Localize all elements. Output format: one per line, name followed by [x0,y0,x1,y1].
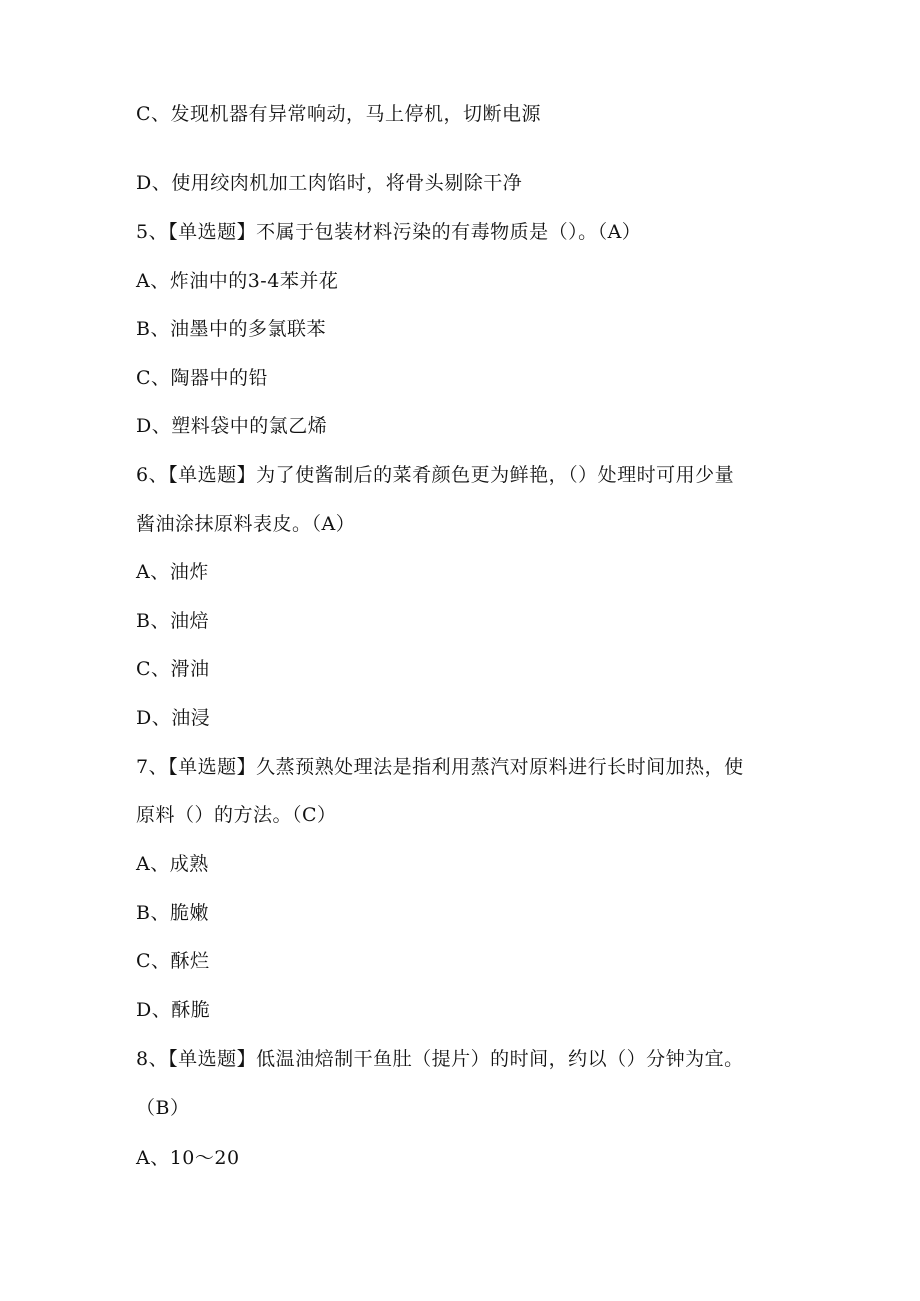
q5-option-b: B、油墨中的多氯联苯 [136,318,326,340]
q6-option-c: C、滑油 [136,658,210,680]
q6-option-a: A、油炸 [136,561,209,583]
q7-option-b: B、脆嫩 [136,902,209,924]
option-d-machine: D、使用绞肉机加工肉馅时，将骨头剔除干净 [136,172,523,194]
q5-option-d: D、塑料袋中的氯乙烯 [136,415,328,437]
question-7: 7、【单选题】久蒸预熟处理法是指利用蒸汽对原料进行长时间加热，使 [136,756,744,778]
question-5: 5、【单选题】不属于包装材料污染的有毒物质是（）。（A） [136,221,642,243]
q6-option-d: D、油浸 [136,707,211,729]
q8-option-a: A、10～20 [136,1147,240,1169]
q5-option-c: C、陶器中的铅 [136,367,269,389]
q5-option-a: A、炸油中的3-4苯并花 [136,270,339,292]
question-6: 6、【单选题】为了使酱制后的菜肴颜色更为鲜艳，（）处理时可用少量 [136,464,735,486]
q6-option-b: B、油焙 [136,610,209,632]
q7-option-d: D、酥脆 [136,999,211,1021]
question-8: 8、【单选题】低温油焙制干鱼肚（提片）的时间，约以（）分钟为宜。 [136,1048,744,1070]
question-6-cont: 酱油涂抹原料表皮。（A） [136,513,356,535]
question-8-cont: （B） [136,1097,190,1119]
option-c-machine: C、发现机器有异常响动，马上停机，切断电源 [136,103,542,125]
q7-option-a: A、成熟 [136,853,209,875]
question-7-cont: 原料（）的方法。（C） [136,804,337,826]
q7-option-c: C、酥烂 [136,950,210,972]
